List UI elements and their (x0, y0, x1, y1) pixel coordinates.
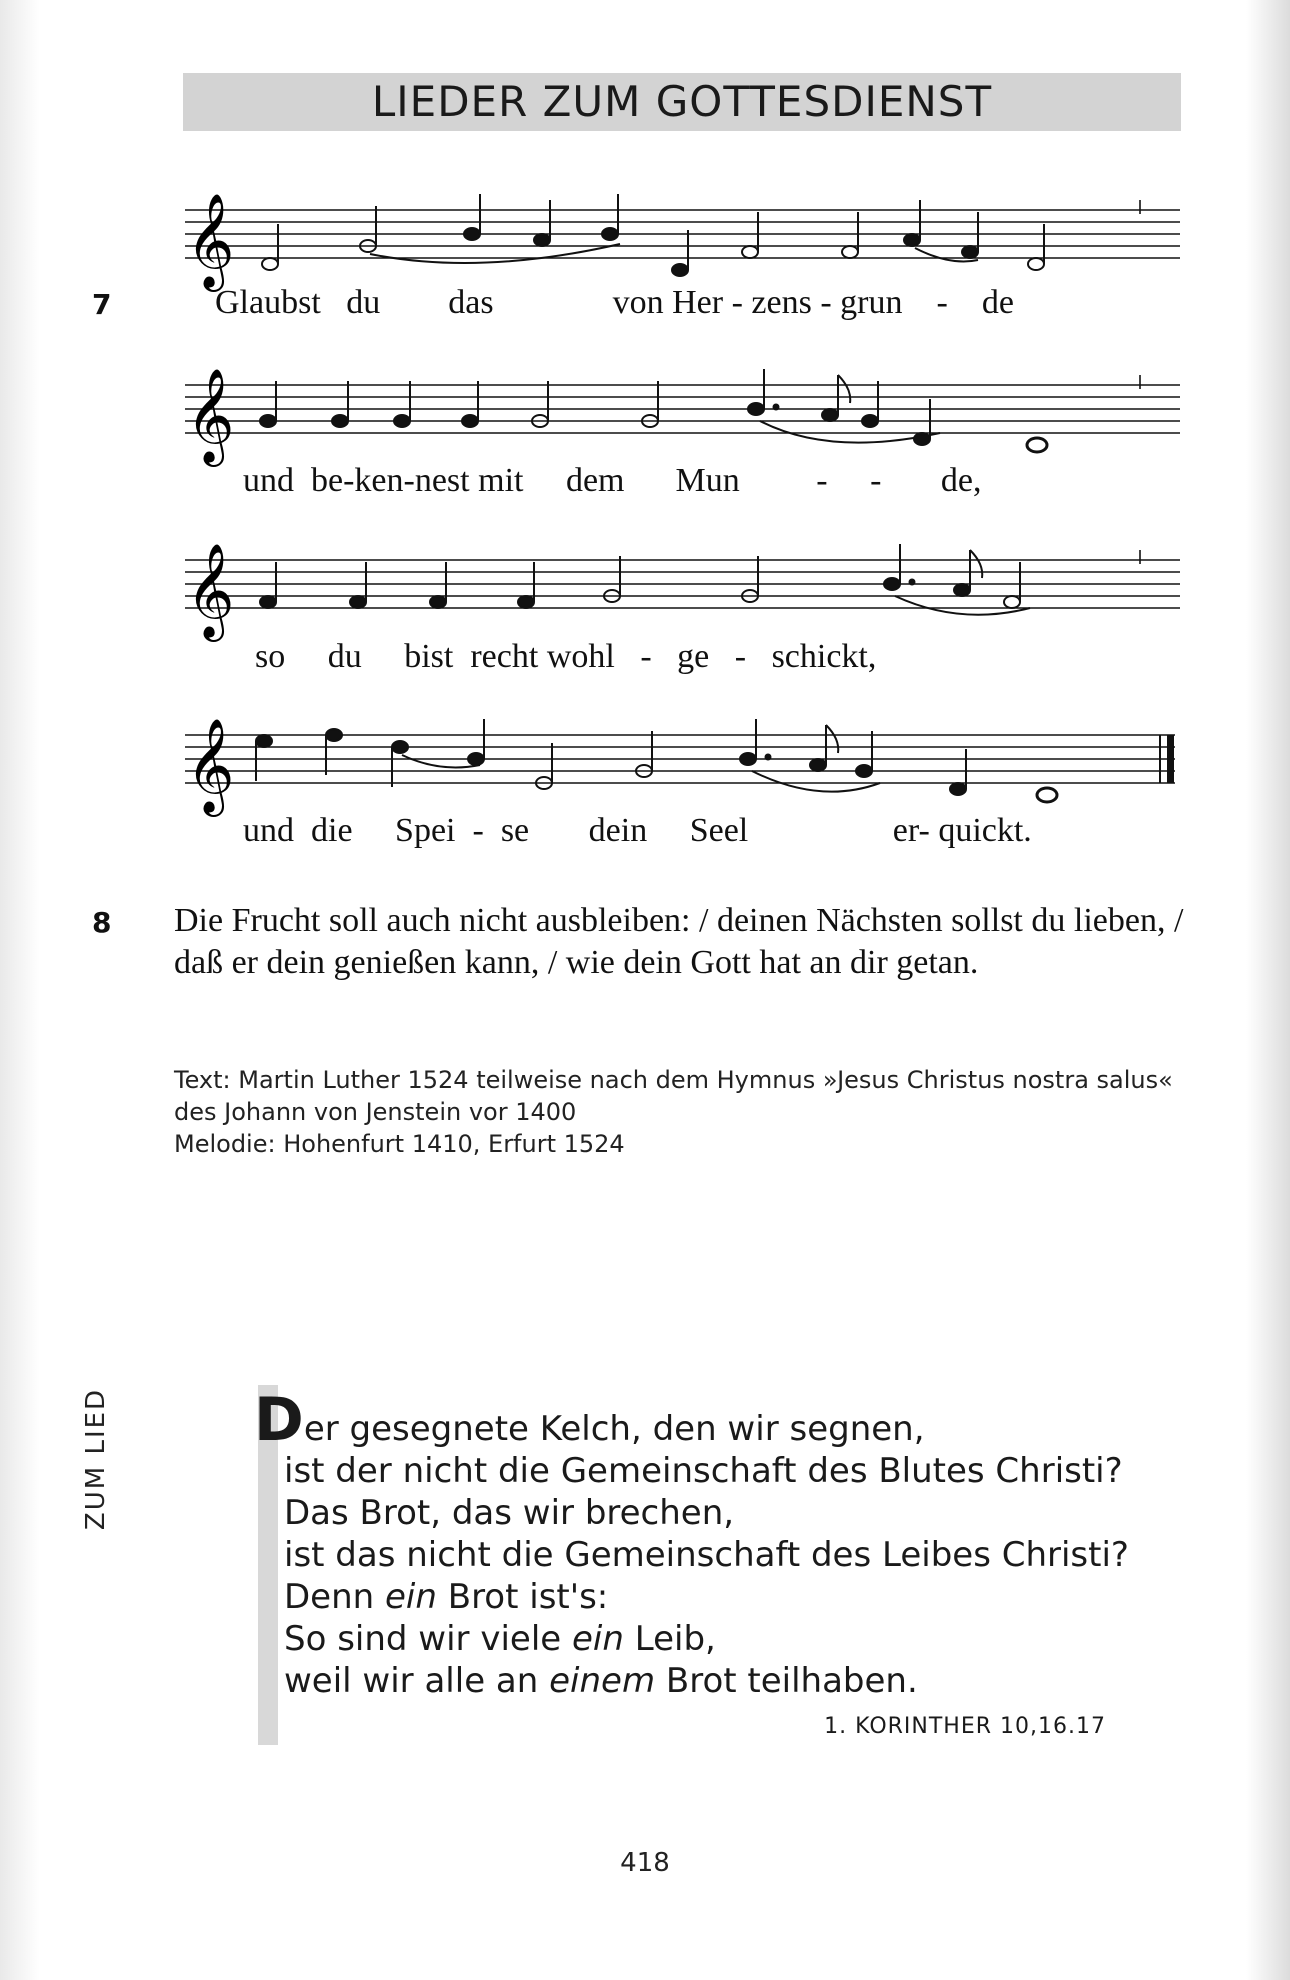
treble-clef-icon: 𝄞 (186, 368, 235, 463)
lyrics-line-1: Glaubst du das von Her - zens - grun - de (215, 284, 1014, 321)
side-label: ZUM LIED (81, 1387, 111, 1531)
treble-clef-icon: 𝄞 (186, 543, 235, 638)
verse-number-8: 8 (92, 906, 112, 939)
quote-line: weil wir alle an einem Brot teilhaben. (284, 1661, 918, 1701)
drop-cap: D (254, 1385, 304, 1455)
page-title: LIEDER ZUM GOTTESDIENST (371, 77, 993, 126)
page-edge-left (0, 0, 40, 1980)
scripture-reference: 1. KORINTHER 10,16.17 (824, 1714, 1106, 1739)
credit-melody-line: Melodie: Hohenfurt 1410, Erfurt 1524 (174, 1130, 625, 1158)
quote-line: Denn ein Brot ist's: (284, 1577, 609, 1617)
page-edge-right (1246, 0, 1290, 1980)
scripture-quote (254, 1385, 1194, 1748)
page-number: 418 (620, 1848, 670, 1878)
quote-line: Der gesegnete Kelch, den wir segnen, (254, 1385, 925, 1455)
credit-text-line: des Johann von Jenstein vor 1400 (174, 1098, 577, 1126)
treble-clef-icon: 𝄞 (186, 193, 235, 288)
treble-clef-icon: 𝄞 (186, 718, 235, 813)
song-credits (174, 1064, 1184, 1160)
lyrics-line-4: und die Spei - se dein Seel er- quickt. (243, 812, 1032, 849)
quote-line: Das Brot, das wir brechen, (284, 1493, 735, 1533)
quote-line: ist der nicht die Gemeinschaft des Blutes Christi? (284, 1451, 1123, 1491)
credit-text-line: Text: Martin Luther 1524 teilweise nach dem Hymnus »Jesus Christus nostra salus« (174, 1066, 1173, 1094)
quote-line: So sind wir viele ein Leib, (284, 1619, 716, 1659)
lyrics-line-2: und be-ken-nest mit dem Mun - - de, (243, 462, 982, 499)
verse-number-7: 7 (92, 288, 112, 321)
lyrics-line-3: so du bist recht wohl - ge - schickt, (255, 638, 877, 675)
quote-line: ist das nicht die Gemeinschaft des Leibes Christi? (284, 1535, 1129, 1575)
verse-8-text: Die Frucht soll auch nicht ausbleiben: / deinen Nächsten sollst du lieben, / daß er dein genießen kann, / wie dein Gott hat an dir getan. (174, 902, 1184, 981)
